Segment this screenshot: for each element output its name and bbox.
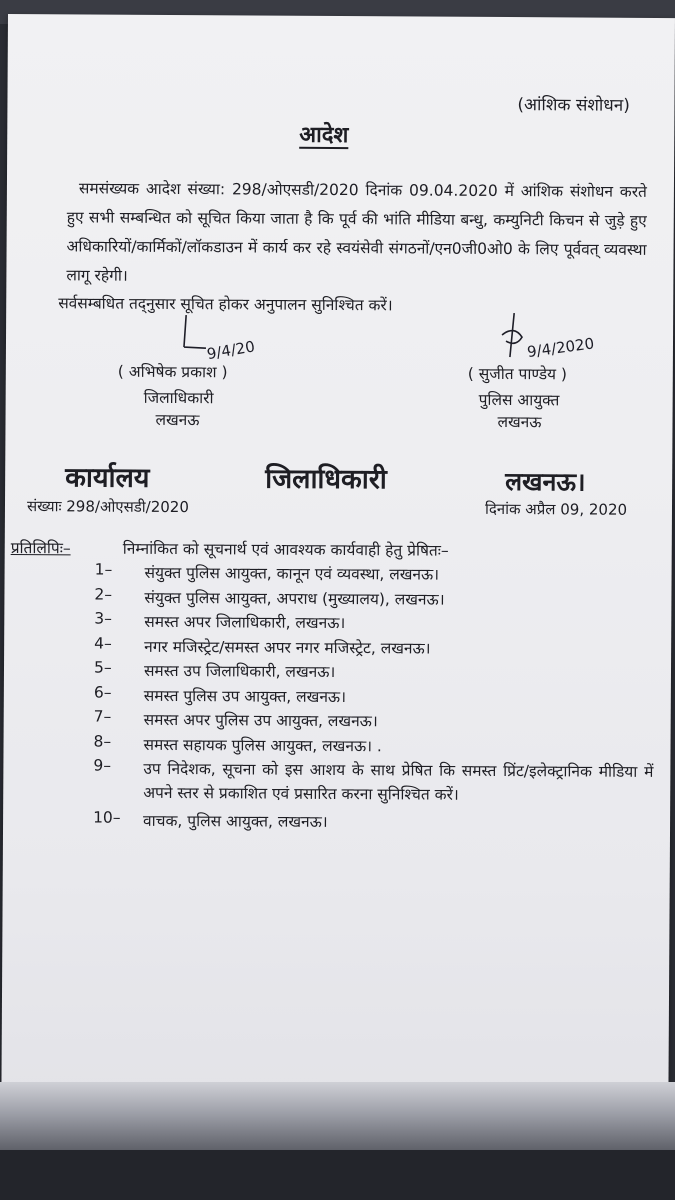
order-paragraph-text: समसंख्यक आदेश संख्या: 298/ओएसडी/2020 दिनांक 09.04.2020 में आंशिक संशोधन करते हुए सभी सम्बन्धित को सूचित किया जाता है कि पूर्व की भांति मीडिया बन्धु, कम्युनिटी किचन से जुड़े हुए अधिकारियों/कार्मिकों/लॉकडाउन में कार्य कर रहे स्वयंसेवी संगठनों/एन0जी0ओ0 के लिए पूर्ववत् व्यवस्था लागू रहेगी। — [66, 179, 647, 285]
list-item-number: 2– — [94, 585, 113, 604]
background-bottom — [0, 1150, 675, 1200]
copy-intro: निम्नांकित को सूचनार्थ एवं आवश्यक कार्यवाही हेतु प्रेषितः– — [122, 539, 449, 560]
list-item — [94, 610, 654, 638]
list-item-number: 5– — [93, 658, 112, 677]
reference-date: दिनांक अप्रैल 09, 2020 — [484, 499, 628, 519]
office-heading-district-magistrate: जिलाधिकारी — [265, 463, 387, 496]
amendment-label: (आंशिक संशोधन) — [517, 95, 630, 116]
list-item-number: 9– — [93, 756, 112, 775]
office-heading-office: कार्यालय — [65, 462, 150, 494]
list-item — [94, 683, 654, 711]
reference-number: संख्याः 298/ओएसडी/2020 — [26, 497, 189, 517]
page-fold-shadow — [0, 1082, 675, 1152]
list-item — [94, 634, 654, 662]
copy-list — [93, 561, 655, 837]
right-signatory-name: ( सुजीत पाण्डेय ) — [467, 364, 568, 384]
list-item-text: उप निदेशक, सूचना को इस आशय के साथ प्रेषित कि समस्त प्रिंट/इलेक्ट्रानिक मीडिया में अपने स्तर से प्रकाशित एवं प्रसारित करना सुनिश्चित करें। — [143, 759, 654, 804]
list-item — [94, 659, 654, 687]
copy-label: प्रतिलिपिः– — [10, 539, 71, 558]
left-signatory-city: लखनऊ — [155, 410, 200, 430]
list-item — [95, 561, 655, 589]
list-item — [93, 809, 653, 837]
list-item — [94, 708, 654, 736]
page-title: आदेश — [299, 122, 349, 149]
list-item-text: समस्त अपर पुलिस उप आयुक्त, लखनऊ। — [143, 710, 378, 731]
office-heading-city: लखनऊ। — [505, 467, 586, 497]
list-item-text: समस्त अपर जिलाधिकारी, लखनऊ। — [144, 612, 346, 633]
right-signature-date: 9/4/2020 — [526, 334, 596, 362]
list-item-number: 1– — [94, 560, 113, 579]
order-paragraph — [66, 174, 647, 294]
right-signatory-designation: पुलिस आयुक्त — [478, 390, 560, 410]
list-item-number: 4– — [94, 634, 112, 653]
list-item-number: 7– — [93, 707, 112, 726]
list-item-text: संयुक्त पुलिस आयुक्त, अपराध (मुख्यालय), लखनऊ। — [144, 588, 445, 609]
compliance-line: सर्वसम्बधित तद्नुसार सूचित होकर अनुपालन सुनिश्चित करें। — [58, 294, 393, 315]
list-item-text: समस्त उप जिलाधिकारी, लखनऊ। — [143, 661, 336, 682]
list-item-text: समस्त सहायक पुलिस आयुक्त, लखनऊ। . — [143, 735, 382, 755]
list-item-number: 6– — [93, 683, 112, 702]
left-signatory-name: ( अभिषेक प्रकाश ) — [117, 362, 228, 382]
left-signatory-designation: जिलाधिकारी — [143, 388, 214, 408]
document-page — [1, 14, 675, 1098]
list-item-text: वाचक, पुलिस आयुक्त, लखनऊ। — [143, 811, 328, 831]
list-item-number: 10– — [93, 808, 121, 827]
list-item — [94, 585, 654, 613]
list-item-text: संयुक्त पुलिस आयुक्त, कानून एवं व्यवस्था, लखनऊ। — [144, 563, 440, 584]
list-item-text: समस्त पुलिस उप आयुक्त, लखनऊ। — [143, 686, 347, 706]
list-item — [93, 732, 653, 760]
list-item-number: 3– — [94, 609, 112, 628]
list-item-text: नगर मजिस्ट्रेट/समस्त अपर नगर मजिस्ट्रेट, लखनऊ। — [144, 637, 431, 658]
right-signatory-city: लखनऊ — [497, 412, 542, 432]
list-item-number: 8– — [93, 732, 112, 751]
left-signature-date: 9/4/20 — [205, 337, 257, 364]
list-item — [93, 757, 653, 808]
